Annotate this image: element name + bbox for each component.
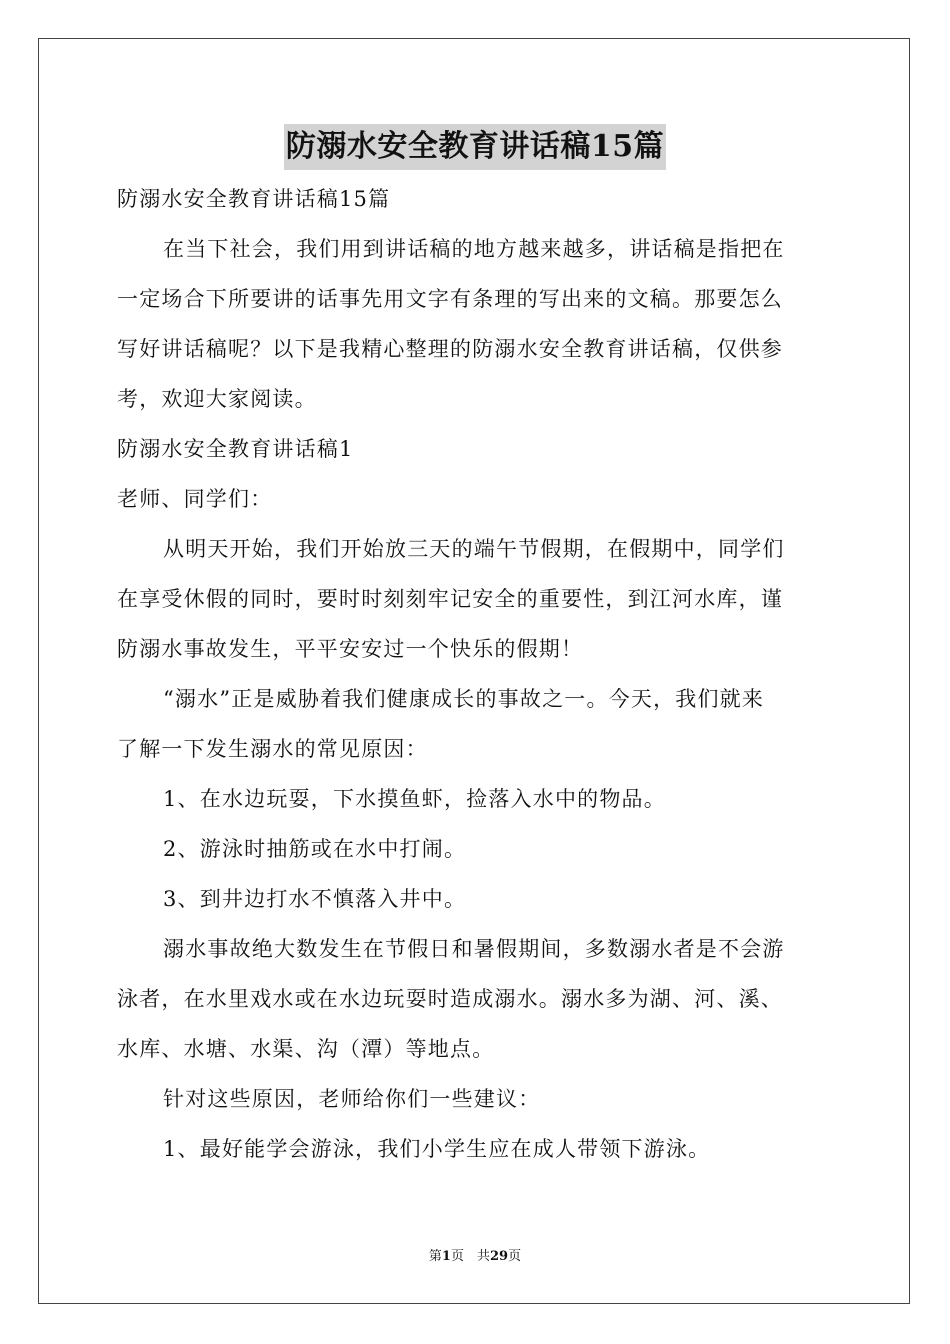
page-footer (0, 1248, 950, 1266)
list-item: 2、游泳时抽筋或在水中打闹。 (163, 837, 467, 861)
total-page-count: 29 (489, 1249, 509, 1264)
footer-suffix: 页 (508, 1249, 522, 1264)
paragraph-line: 溺水事故绝大数发生在节假日和暑假期间，多数溺水者是不会游 (163, 937, 785, 961)
paragraph-line: 针对这些原因，老师给你们一些建议： (163, 1087, 541, 1111)
list-item: 1、在水边玩耍，下水摸鱼虾，捡落入水中的物品。 (163, 787, 666, 811)
footer-middle: 页 共 (450, 1249, 490, 1264)
page-border (38, 38, 910, 1304)
subtitle-line: 防溺水安全教育讲话稿15篇 (117, 187, 391, 211)
section-heading: 防溺水安全教育讲话稿1 (117, 437, 354, 461)
document-title: 防溺水安全教育讲话稿15篇 (284, 124, 666, 170)
paragraph-line: 在享受休假的同时，要时时刻刻牢记安全的重要性，到江河水库，谨 (117, 587, 783, 611)
paragraph-line: 泳者，在水里戏水或在水边玩耍时造成溺水。溺水多为湖、河、溪、 (117, 987, 783, 1011)
paragraph-line: 写好讲话稿呢？以下是我精心整理的防溺水安全教育讲话稿，仅供参 (117, 337, 783, 361)
salutation-line: 老师、同学们： (117, 487, 273, 511)
list-item: 3、到井边打水不慎落入井中。 (163, 887, 467, 911)
paragraph-line: 水库、水塘、水渠、沟（潭）等地点。 (117, 1037, 495, 1061)
paragraph-line: 防溺水事故发生，平平安安过一个快乐的假期！ (117, 637, 584, 661)
current-page-number: 1 (441, 1249, 451, 1264)
title-container (0, 124, 950, 170)
paragraph-line: 从明天开始，我们开始放三天的端午节假期，在假期中，同学们 (163, 537, 785, 561)
paragraph-line: 一定场合下所要讲的话事先用文字有条理的写出来的文稿。那要怎么 (117, 287, 783, 311)
list-item: 1、最好能学会游泳，我们小学生应在成人带领下游泳。 (163, 1137, 711, 1161)
paragraph-line: “溺水”正是威胁着我们健康成长的事故之一。今天，我们就来 (163, 687, 765, 711)
footer-prefix: 第 (428, 1249, 442, 1264)
paragraph-line: 在当下社会，我们用到讲话稿的地方越来越多，讲话稿是指把在 (163, 237, 785, 261)
paragraph-line: 考，欢迎大家阅读。 (117, 387, 317, 411)
paragraph-line: 了解一下发生溺水的常见原因： (117, 737, 428, 761)
